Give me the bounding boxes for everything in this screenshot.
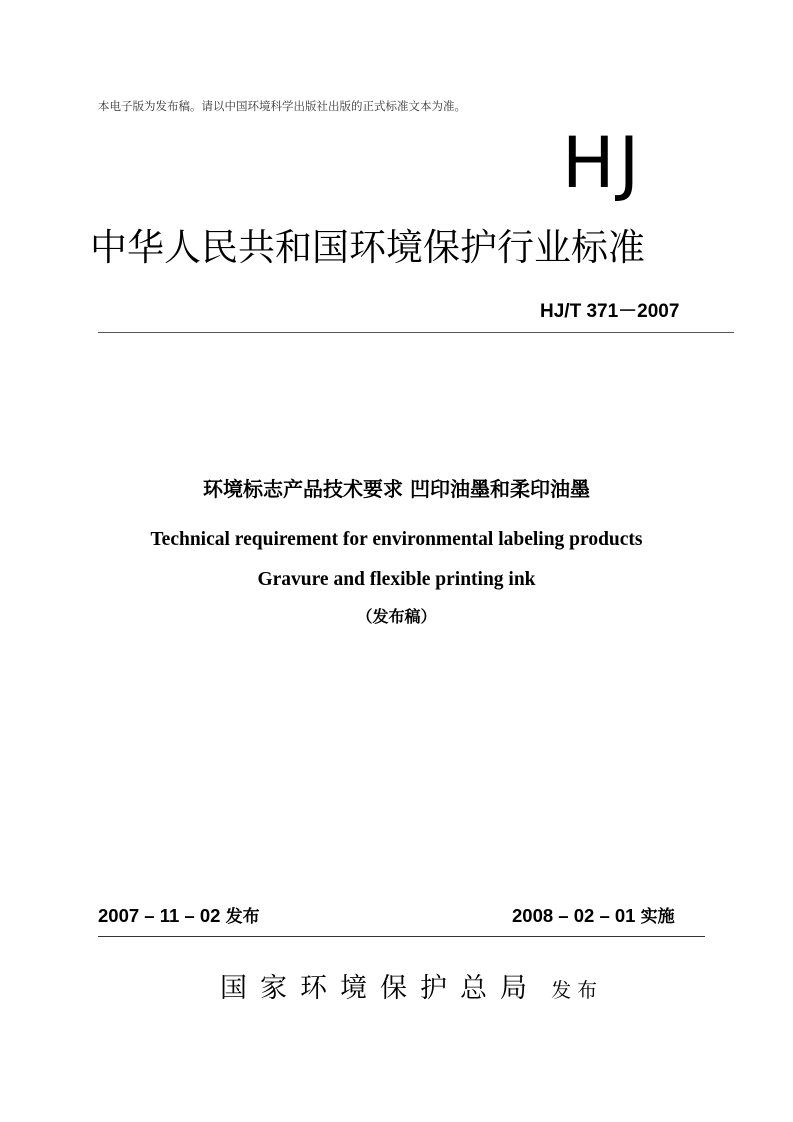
- bottom-divider: [98, 936, 705, 937]
- effective-date-line: [512, 902, 675, 927]
- issue-date: 2007 – 11 – 02: [98, 905, 221, 926]
- draft-label: （发布稿）: [356, 607, 437, 626]
- title-english-line2: Gravure and flexible printing ink: [257, 569, 536, 590]
- issuer-action: 发布: [551, 978, 604, 1002]
- issuer-line: [220, 966, 603, 1005]
- effective-label: 实施: [640, 907, 675, 927]
- issue-label: 发布: [225, 907, 260, 927]
- title-chinese: 环境标志产品技术要求 凹印油墨和柔印油墨: [203, 477, 590, 501]
- standard-category-title: 中华人民共和国环境保护行业标准: [90, 226, 645, 269]
- hj-logo: HJ: [562, 122, 644, 204]
- title-english-line1: Technical requirement for environmental labeling products: [150, 529, 643, 550]
- title-block: [0, 474, 793, 629]
- standard-code: HJ/T 371－2007: [540, 301, 680, 322]
- issue-date-line: [98, 902, 260, 927]
- effective-date: 2008 – 02 – 01: [512, 905, 636, 926]
- top-divider: [98, 332, 734, 333]
- electronic-version-notice: 本电子版为发布稿。请以中国环境科学出版社出版的正式标准文本为准。: [98, 99, 466, 113]
- issuer-name: 国家环境保护总局: [220, 973, 540, 1004]
